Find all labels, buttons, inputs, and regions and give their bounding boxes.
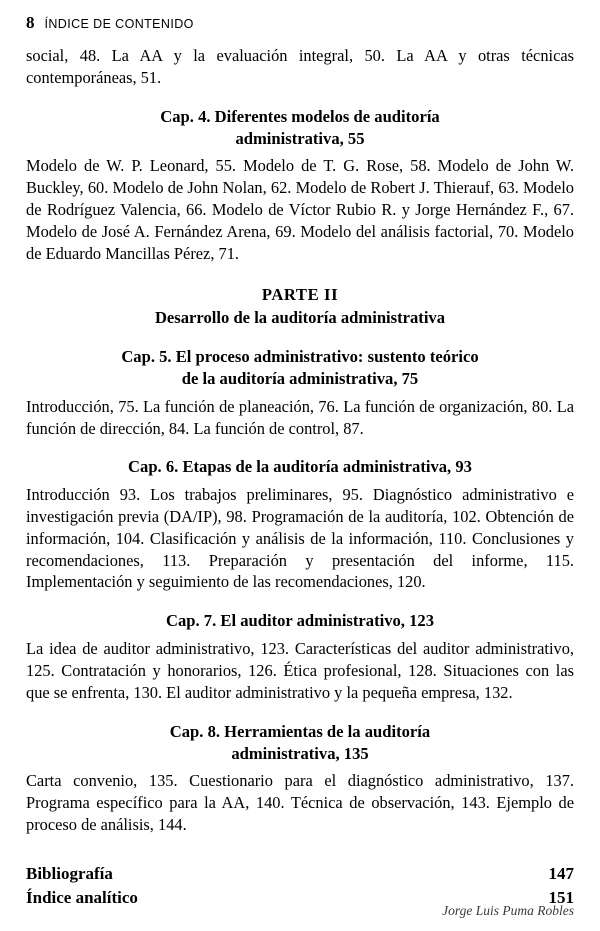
chapter-heading-line2: administrativa, 55	[235, 128, 365, 148]
toc-entry-page: 147	[548, 863, 574, 883]
chapter-contents-cap4: Modelo de W. P. Leonard, 55. Modelo de T. G. Rose, 58. Modelo de John W. Buckley, 60. Modelo de John Nolan, 62. Modelo de Robert J. Thierauf, 63. Modelo de Rodríguez Valencia, 66. Modelo de Víctor Rubio R. y Jorge Hernández F., 67. Modelo de José A. Fernández Arena, 69. Modelo del análisis factorial, 70. Modelo de Eduardo Mancillas Pérez, 71.	[26, 156, 574, 263]
part-heading	[26, 284, 574, 328]
chapter-heading-cap7	[26, 610, 574, 632]
chapter-contents-cap5: Introducción, 75. La función de planeación, 76. La función de organización, 80. La función de dirección, 84. La función de control, 87.	[26, 396, 574, 438]
page-folio: 8	[26, 13, 35, 32]
chapter-heading-line1: Cap. 5. El proceso administrativo: sustento teórico	[121, 346, 479, 366]
chapter-heading-cap8	[26, 721, 574, 765]
chapter-heading-cap4	[26, 106, 574, 150]
chapter-heading-cap5	[26, 346, 574, 390]
continued-paragraph: social, 48. La AA y la evaluación integral, 50. La AA y otras técnicas contemporáneas, 51.	[26, 46, 574, 87]
chapter-heading-line1: Cap. 4. Diferentes modelos de auditoría	[160, 106, 440, 126]
chapter-heading-line1: Cap. 6. Etapas de la auditoría administrativa, 93	[128, 457, 472, 477]
toc-entry-bibliografia	[26, 862, 574, 887]
part-label: PARTE II	[261, 285, 339, 305]
chapter-contents-cap8: Carta convenio, 135. Cuestionario para el diagnóstico administrativo, 137. Programa específico para la AA, 140. Técnica de observación, 143. Ejemplo de proceso de análisis, 144.	[26, 771, 574, 835]
part-title: Desarrollo de la auditoría administrativa	[154, 307, 446, 327]
toc-entry-label: Índice analítico	[26, 888, 138, 908]
chapter-contents-cap6: Introducción 93. Los trabajos preliminares, 95. Diagnóstico administrativo e investigación previa (DA/IP), 98. Programación de la auditoría, 102. Obtención de información, 104. Clasificación y análisis de la información, 110. Conclusiones y recomendaciones, 113. Preparación y presentación del informe, 115. Implementación y seguimiento de las recomendaciones, 120.	[26, 485, 574, 592]
chapter-heading-cap6	[26, 456, 574, 478]
watermark-text: Jorge Luis Puma Robles	[442, 903, 574, 918]
toc-entry-page: 151	[548, 888, 574, 908]
page-header	[26, 14, 574, 31]
chapter-heading-line1: Cap. 8. Herramientas de la auditoría	[169, 721, 431, 741]
chapter-heading-line2: de la auditoría administrativa, 75	[181, 368, 419, 388]
chapter-contents-cap7: La idea de auditor administrativo, 123. Características del auditor administrativo, 125. Contratación y honorarios, 126. Ética profesional, 128. Situaciones con las que se enfrenta, 130. El auditor administrativo y la pequeña empresa, 132.	[26, 639, 574, 702]
chapter-heading-line2: administrativa, 135	[231, 743, 369, 763]
toc-entry-label: Bibliografía	[26, 863, 113, 883]
running-title: ÍNDICE DE CONTENIDO	[44, 17, 194, 31]
chapter-heading-line1: Cap. 7. El auditor administrativo, 123	[166, 611, 434, 631]
